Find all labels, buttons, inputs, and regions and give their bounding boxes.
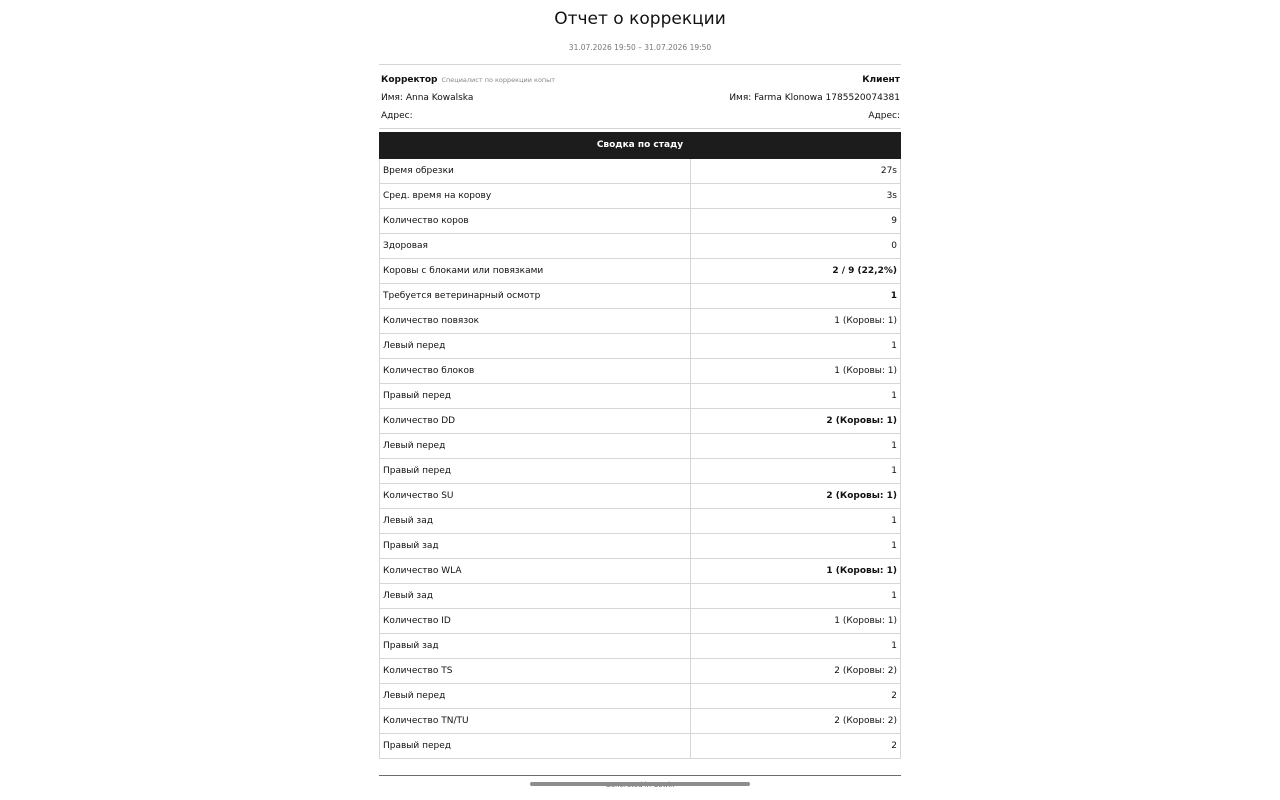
row-value: 1	[891, 341, 897, 351]
row-value: 2 (Коровы: 2)	[834, 716, 897, 726]
row-label: Правый перед	[380, 734, 691, 758]
table-row	[379, 509, 901, 534]
row-value: 1 (Коровы: 1)	[826, 566, 897, 576]
row-label: Левый перед	[380, 684, 691, 708]
row-label: Сред. время на корову	[380, 184, 691, 208]
table-row	[379, 584, 901, 609]
trimmer-address: Адрес:	[381, 111, 413, 121]
row-value: 3s	[886, 191, 897, 201]
row-label: Левый перед	[380, 334, 691, 358]
row-label: Правый перед	[380, 459, 691, 483]
row-label: Количество SU	[380, 484, 691, 508]
report-title: Отчет о коррекции	[554, 9, 726, 29]
home-indicator-bar[interactable]	[530, 782, 750, 786]
table-row	[379, 734, 901, 759]
row-value: 1	[891, 466, 897, 476]
row-value: 1 (Коровы: 1)	[834, 316, 897, 326]
table-row	[379, 684, 901, 709]
parties-info	[379, 72, 901, 126]
row-label: Левый зад	[380, 584, 691, 608]
row-value: 1	[891, 441, 897, 451]
trimmer-name: Имя: Anna Kowalska	[381, 93, 474, 103]
table-row	[379, 234, 901, 259]
names-row	[381, 91, 900, 105]
header-divider	[379, 64, 901, 65]
table-row	[379, 559, 901, 584]
table-row	[379, 184, 901, 209]
trimmer-role-description: Специалист по коррекции копыт	[441, 76, 556, 84]
row-label: Правый перед	[380, 384, 691, 408]
row-value: 2 (Коровы: 1)	[826, 491, 897, 501]
table-row	[379, 709, 901, 734]
client-name: Имя: Farma Klonowa 1785520074381	[729, 93, 900, 103]
row-value: 2 (Коровы: 1)	[826, 416, 897, 426]
row-label: Время обрезки	[380, 159, 691, 183]
table-row	[379, 159, 901, 184]
table-row	[379, 609, 901, 634]
row-label: Правый зад	[380, 534, 691, 558]
table-row	[379, 259, 901, 284]
herd-summary-rows	[379, 159, 901, 759]
table-row	[379, 359, 901, 384]
client-role-label: Клиент	[862, 75, 900, 85]
row-label: Здоровая	[380, 234, 691, 258]
row-value: 1	[891, 391, 897, 401]
herd-summary-header: Сводка по стаду	[379, 132, 901, 159]
row-label: Левый зад	[380, 509, 691, 533]
row-label: Количество повязок	[380, 309, 691, 333]
trimmer-role	[381, 73, 555, 87]
table-row	[379, 409, 901, 434]
table-row	[379, 634, 901, 659]
table-row	[379, 484, 901, 509]
row-value: 27s	[880, 166, 897, 176]
report-date-range: 31.07.2026 19:50 – 31.07.2026 19:50	[568, 43, 712, 52]
trimmer-role-label: Корректор	[381, 75, 438, 85]
table-row	[379, 334, 901, 359]
table-row	[379, 459, 901, 484]
row-label: Количество WLA	[380, 559, 691, 583]
row-label: Количество TS	[380, 659, 691, 683]
table-row	[379, 384, 901, 409]
row-value: 2	[891, 741, 897, 751]
row-label: Количество коров	[380, 209, 691, 233]
table-row	[379, 534, 901, 559]
row-label: Количество TN/TU	[380, 709, 691, 733]
row-value: 1 (Коровы: 1)	[834, 616, 897, 626]
table-row	[379, 309, 901, 334]
table-row	[379, 659, 901, 684]
row-value: 1	[891, 641, 897, 651]
footer-divider	[379, 775, 901, 776]
row-label: Левый перед	[380, 434, 691, 458]
row-label: Коровы с блоками или повязками	[380, 259, 691, 283]
table-row	[379, 434, 901, 459]
table-row	[379, 209, 901, 234]
client-address: Адрес:	[868, 111, 900, 121]
row-value: 9	[891, 216, 897, 226]
row-value: 1	[891, 516, 897, 526]
row-label: Количество блоков	[380, 359, 691, 383]
roles-row	[381, 73, 900, 87]
row-value: 1	[891, 541, 897, 551]
row-label: Правый зад	[380, 634, 691, 658]
herd-summary-table	[379, 132, 901, 759]
row-label: Количество DD	[380, 409, 691, 433]
row-value: 1	[890, 291, 897, 301]
info-divider	[379, 128, 901, 129]
table-row	[379, 284, 901, 309]
row-value: 0	[891, 241, 897, 251]
row-value: 2 (Коровы: 2)	[834, 666, 897, 676]
row-label: Требуется ветеринарный осмотр	[380, 284, 691, 308]
row-value: 1	[891, 591, 897, 601]
row-value: 2 / 9 (22,2%)	[832, 266, 897, 276]
address-row	[381, 109, 900, 123]
row-label: Количество ID	[380, 609, 691, 633]
row-value: 1 (Коровы: 1)	[834, 366, 897, 376]
row-value: 2	[891, 691, 897, 701]
